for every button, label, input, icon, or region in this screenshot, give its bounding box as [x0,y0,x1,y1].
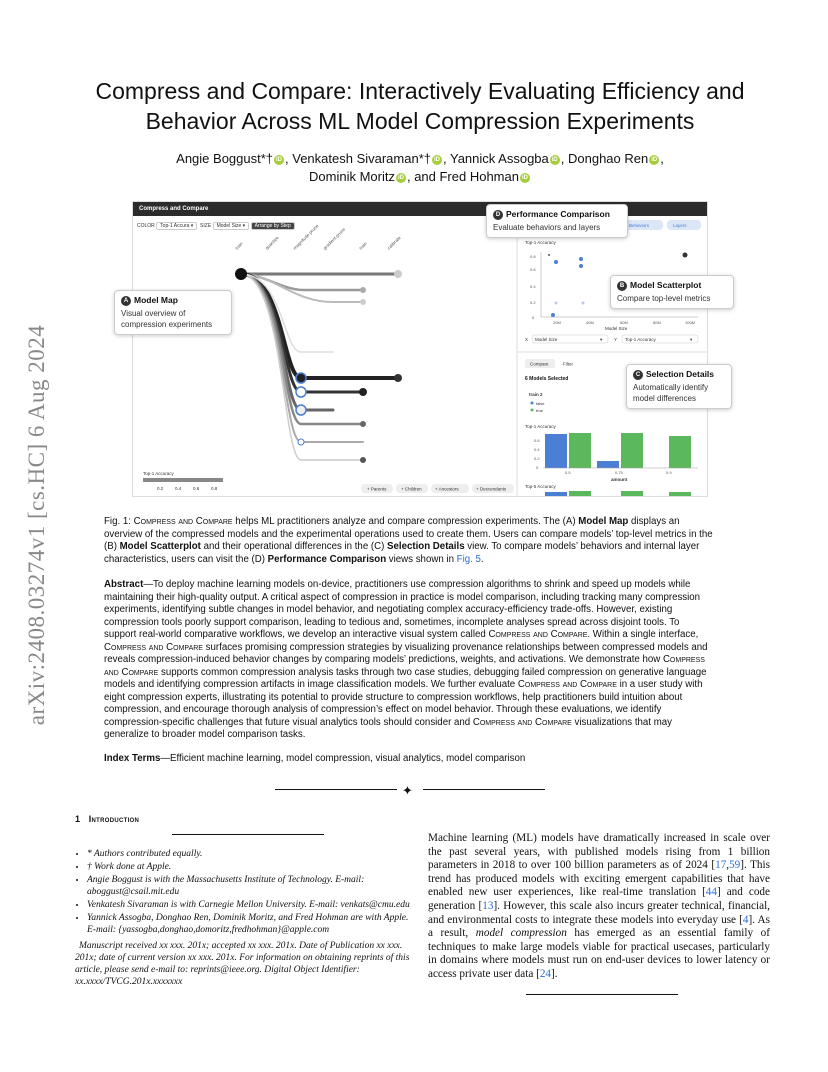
svg-text:0.6: 0.6 [530,267,536,272]
section-separator [275,783,545,797]
train-header: train 2 [529,392,543,397]
svg-text:0: 0 [536,465,539,470]
model-node[interactable] [360,299,366,305]
callout-selection-details: C Selection Details Automatically identify model differences [626,364,732,409]
scatter-point[interactable] [579,264,583,268]
title-line-2: Behavior Across ML Model Compression Experiments [145,108,695,134]
author-boggust: Angie Boggust*† [176,151,274,166]
author-hohman: , and Fred Hohman [406,169,519,184]
svg-text:Model Size: Model Size [535,337,558,342]
orcid-icon[interactable]: iD [434,156,440,163]
svg-text:Y: Y [614,337,618,342]
model-node[interactable] [360,421,366,427]
scatter-point[interactable] [683,253,688,258]
legend-tick: 0.2 [157,486,164,491]
bar [545,434,567,468]
model-map [133,202,707,496]
node-label: train [234,240,244,251]
scatter-point[interactable] [554,260,558,264]
svg-text:false: false [536,401,545,406]
manuscript-note: Manuscript received xx xxx. 201x; accepted xx xxx. 201x. Date of Publication xx xxx. 201x; date of current version xx xxx. 201x. For information on obtaining reprints of this article, please send e-mail to: reprints@ieee.org. Digital Object Identifier: xx.xxxx/TVCG.201x.xxxxxxx [75,941,410,987]
filter-tab[interactable]: Filter [563,361,573,367]
bar-title: Top-1 Accuracy [525,424,556,429]
svg-text:0: 0 [532,315,535,320]
abstract: Abstract—To deploy machine learning models on-device, practitioners use compression algorithms to shrink and speed up models while maintaining their high-quality output. A critical aspect of compression in practice is model comparison, including tracking many compression experiments, identifying subtle changes in model behavior, and negotiating complex accuracy-efficiency trade-offs. However, existing compression tools poorly support comparison, leading to tedious and, sometimes, incomplete analyses spread across disjoint tools. To support real-world comparative workflows, we develop an interactive visual system called Compress and Compare. Within a single interface, Compress and Compare surfaces promising compression strategies by visualizing provenance relationships between compressed models and reveals compression-induced behavior changes by comparing models’ predictions, weights, and activations. We demonstrate how Compress and Compare supports common compression analysis tasks through two case studies, debugging failed compression on generative language models and identifying compression artifacts in image classification models. We further evaluate Compress and Compare in a user study with eight compression experts, illustrating its potential to provide structure to compression workflows, help practitioners build intuition about compression, and encourage thorough analysis of compression’s effect on model behavior. Through these evaluations, we identify compression-specific challenges that future visual analytics tools should consider and Compress and Compare visualizations that may generalize to broader model comparison tasks. [104,579,708,740]
svg-text:20M: 20M [553,320,561,325]
citation-link[interactable]: 4 [742,913,749,926]
bar [569,433,591,468]
node-label: calibrate [386,235,402,251]
svg-text:▾: ▾ [690,337,693,342]
bar-chart [545,433,691,468]
svg-text:100M: 100M [685,320,696,325]
children-button[interactable]: + Children [401,486,422,492]
author-assogba: , Yannick Assogba [443,151,549,166]
callout-performance-comparison: D Performance Comparison Evaluate behaviors and layers [486,204,628,238]
ancestors-button[interactable]: + Ancestors [435,486,459,492]
section-heading: 1 Introduction [75,814,140,824]
svg-text:X: X [525,337,529,342]
scatter-point[interactable] [555,302,558,305]
orcid-icon[interactable]: iD [551,156,558,163]
bar [597,461,619,468]
paper-title [60,76,780,136]
model-node[interactable] [235,268,247,280]
citation-link[interactable]: 24 [539,967,552,980]
model-node[interactable] [394,270,402,278]
model-node[interactable] [296,405,306,415]
size-select[interactable]: Model Size ▾ [213,222,250,230]
model-node[interactable] [296,387,306,397]
svg-text:0.2: 0.2 [534,456,540,461]
svg-text:0.8: 0.8 [530,254,536,259]
footnote-item: • † Work done at Apple. [87,861,415,873]
model-node[interactable] [359,388,367,396]
footnote-item: • Venkatesh Sivaraman is with Carnegie Mellon University. E-mail: venkats@cmu.edu [87,899,415,911]
color-select[interactable]: Top-1 Accura ▾ [156,222,197,230]
svg-text:true: true [536,408,543,413]
svg-text:0.6: 0.6 [534,438,540,443]
scatter-point[interactable] [551,313,555,317]
parents-button[interactable]: + Parents [367,486,387,492]
orcid-icon[interactable]: iD [651,156,658,163]
teaser-figure [121,201,715,497]
svg-text:0.2: 0.2 [530,300,536,305]
citation-link[interactable]: 17 [715,859,727,872]
node-label: train [358,240,368,251]
footnotes [75,848,415,988]
citation-link[interactable]: 13 [482,899,494,912]
node-label: gradient prune [322,226,347,251]
orcid-icon[interactable]: iD [276,156,283,163]
svg-text:40M: 40M [586,320,594,325]
author-moritz: Dominik Moritz [309,169,395,184]
svg-text:▾: ▾ [600,337,603,342]
figure-caption: Fig. 1: Compress and Compare helps ML practitioners analyze and compare compression experiments. The (A) Model Map displays an overview of the compressed models and the experimental operations used to create them. Users can compare models’ top-level metrics in the (B) Model Scatterplot and their operational differences in the (C) Selection Details view. To compare models’ behaviors and internal layer characteristics, users can visit the (D) Performance Comparison views shown in Fig. 5. [104,516,713,565]
star-icon: ✦ [402,783,413,798]
legend-tick: 0.4 [175,486,182,491]
arrange-button[interactable]: Arrange by Step [251,222,295,230]
legend-title: Top-1 Accuracy [143,471,174,476]
bar [621,433,643,468]
svg-text:Top-5 Accuracy: Top-5 Accuracy [525,484,556,489]
title-line-1: Compress and Compare: Interactively Evaluating Efficiency and [95,78,745,104]
legend-gradient [143,478,223,482]
bar [669,436,691,468]
arxiv-identifier: arXiv:2408.03274v1 [cs.HC] 6 Aug 2024 [24,324,49,726]
svg-text:0.4: 0.4 [530,284,536,289]
behaviors-tab[interactable]: Behaviors [629,223,650,228]
intro-paragraph: Machine learning (ML) models have dramatically increased in scale over the past several years, with published models rising from 1 billion parameters in 2018 to over 100 billion parameters as of 2024 [17,59]. This trend has produced models with exciting emergent capabilities that have enabled new user experiences, like real-time translation [44] and code generation [13]. However, this scale also incurs greater technical, financial, and environmental costs to integrate these models into everyday use [4]. As a result, model compression has emerged as an essential family of techniques to make large models viable for practical usecases, particularly in domains where models must run on end-user devices to lower latency or access private user data [24]. [428,832,770,980]
callout-model-scatterplot: B Model Scatterplot Compare top-level metrics [610,275,734,309]
scatter-y-title: Top-1 Accuracy [525,240,556,245]
column-end-rule [526,994,678,995]
footnote-item: • Yannick Assogba, Donghao Ren, Dominik Moritz, and Fred Hohman are with Apple. E-mail: {yassogba,donghao,domoritz,fredhohman}@apple.com [87,912,415,936]
legend-tick: 0.6 [193,486,200,491]
app-title-bar: Compress and Compare [133,202,707,216]
footnote-item: • * Authors contributed equally. [87,848,415,860]
color-control: COLOR Top-1 Accura ▾ SIZE Model Size ▾ Arrange by Step [137,222,295,230]
svg-text:amount: amount [611,477,628,482]
scatter-point[interactable] [548,254,550,256]
svg-text:60M: 60M [620,320,628,325]
svg-text:0.5: 0.5 [565,470,571,475]
descendants-button[interactable]: + Descendants [476,486,507,492]
arxiv-sidebar [22,285,52,765]
legend-tick: 0.8 [211,486,218,491]
author-ren: , Donghao Ren [560,151,649,166]
scatter-point[interactable] [582,302,585,305]
citation-link[interactable]: 44 [705,886,717,899]
layers-tab[interactable]: Layers [673,223,687,228]
scatter-x-title: Model Size [605,326,628,331]
model-node[interactable] [360,287,366,293]
model-node[interactable] [296,373,306,383]
footnote-item: • Angie Boggust is with the Massachusetts Institute of Technology. E-mail: aboggust@csail.mit.edu [87,874,415,898]
model-node[interactable] [360,457,366,463]
orcid-icon[interactable]: iD [521,174,528,181]
author-sivaraman: , Venkatesh Sivaraman*† [285,151,431,166]
svg-text:0.75: 0.75 [615,470,623,475]
figure-link[interactable]: Fig. 5 [456,553,481,565]
model-nodes [235,268,402,463]
node-label: magnitude prune [292,223,320,251]
footnote-rule [172,834,324,835]
author-list: Angie Boggust*† iD , Venkatesh Sivaraman*† iD , Yannick Assogba iD , Donghao Ren iD , Dominik Moritz iD , and Fred Hohman iD [176,151,664,184]
node-label: quantize [264,235,280,251]
orcid-icon[interactable]: iD [397,174,404,181]
model-node[interactable] [298,439,304,445]
callout-model-map: A Model Map Visual overview of compression experiments [114,290,232,335]
svg-text:0.9: 0.9 [666,470,672,475]
scatter-point[interactable] [579,257,583,261]
model-node[interactable] [394,374,402,382]
citation-link[interactable]: 59 [729,859,741,872]
compare-tab[interactable]: Compare [530,361,549,367]
selected-count: 6 Models Selected [525,376,569,382]
index-terms: Index Terms—Efficient machine learning, model compression, visual analytics, model comparison [104,753,526,764]
svg-text:80M: 80M [653,320,661,325]
svg-text:0.4: 0.4 [534,447,540,452]
svg-text:Top-1 Accuracy: Top-1 Accuracy [625,337,656,342]
